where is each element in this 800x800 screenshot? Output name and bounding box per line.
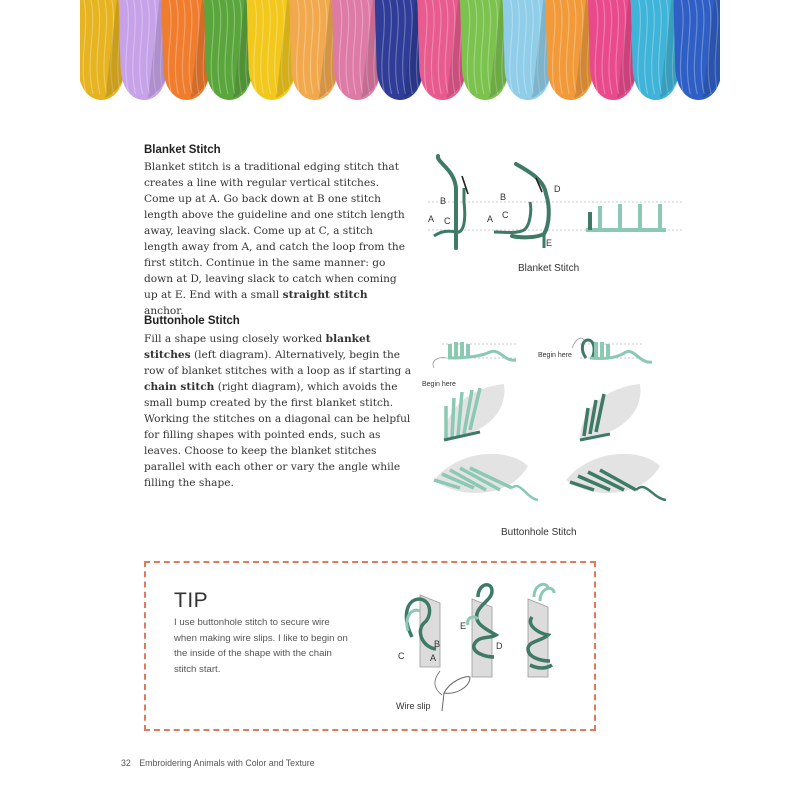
label-c2: C	[502, 210, 509, 220]
thread-skein	[119, 0, 170, 100]
thread-skein	[417, 0, 468, 100]
tip-label-d: D	[496, 641, 503, 651]
thread-skein	[204, 0, 255, 100]
thread-skein	[161, 0, 212, 100]
blanket-stitch-caption: Blanket Stitch	[518, 263, 580, 274]
tip-box	[144, 561, 596, 731]
wire-slip-label: Wire slip	[396, 701, 431, 711]
wire-slip-diagram	[382, 577, 592, 722]
label-b2: B	[500, 192, 507, 202]
thread-skein	[375, 0, 426, 100]
thread-skein	[588, 0, 639, 100]
book-title: Embroidering Animals with Color and Texture	[139, 758, 315, 768]
label-a: A	[428, 214, 435, 224]
blanket-stitch-heading: Blanket Stitch	[144, 144, 221, 156]
thread-banner	[80, 0, 720, 100]
thread-skein	[631, 0, 682, 100]
tip-label-a: A	[430, 653, 437, 663]
thread-skein	[289, 0, 340, 100]
label-c: C	[444, 216, 451, 226]
buttonhole-stitch-heading: Buttonhole Stitch	[144, 315, 240, 327]
thread-skein	[332, 0, 383, 100]
begin-here-right: Begin here	[538, 352, 572, 359]
label-e2: E	[546, 238, 553, 248]
blanket-stitch-text: Blanket stitch is a traditional edging stitch that creates a line with regular vertical stitches. Come up at A. Go back down at B one stitch length above the guideline and one stitch length away, leaving slack. Come up at C, a stitch length away from A, and catch the loop from the first stitch. Continue in the same manner: go down at D, leaving slack to catch when coming up at E. End with a small straight stitch anchor.	[144, 161, 405, 317]
thread-skein	[503, 0, 554, 100]
tip-title: TIP	[174, 589, 209, 612]
tip-label-c: C	[398, 651, 405, 661]
page-number: 32	[121, 758, 131, 768]
blanket-stitch-diagram	[420, 150, 690, 260]
tip-label-e: E	[460, 621, 467, 631]
buttonhole-stitch-diagram	[420, 330, 690, 520]
buttonhole-stitch-caption: Buttonhole Stitch	[501, 527, 577, 538]
thread-skein	[247, 0, 298, 100]
begin-here-left: Begin here	[422, 381, 456, 388]
page-footer	[121, 758, 315, 768]
buttonhole-stitch-text: Fill a shape using closely worked blanket stitches (left diagram). Alternatively, begin the row of blanket stitches with a loop as if starting a chain stitch (right diagram), which avoids the small bump created by the first blanket stitch. Working the stitches on a diagonal can be helpful for filling shapes with pointed ends, such as leaves. Choose to keep the blanket stitches parallel with each other or vary the angle while filling the shape.	[144, 333, 412, 489]
thread-skein	[545, 0, 596, 100]
tip-label-b: B	[434, 639, 441, 649]
thread-skeins-image	[80, 0, 720, 100]
thread-skein	[673, 0, 720, 100]
thread-skein	[460, 0, 511, 100]
label-d2: D	[554, 184, 561, 194]
tip-text: I use buttonhole stitch to secure wire when making wire slips. I like to begin on the inside of the shape with the chain stitch start.	[174, 617, 348, 675]
label-a2: A	[487, 214, 494, 224]
label-b: B	[440, 196, 447, 206]
